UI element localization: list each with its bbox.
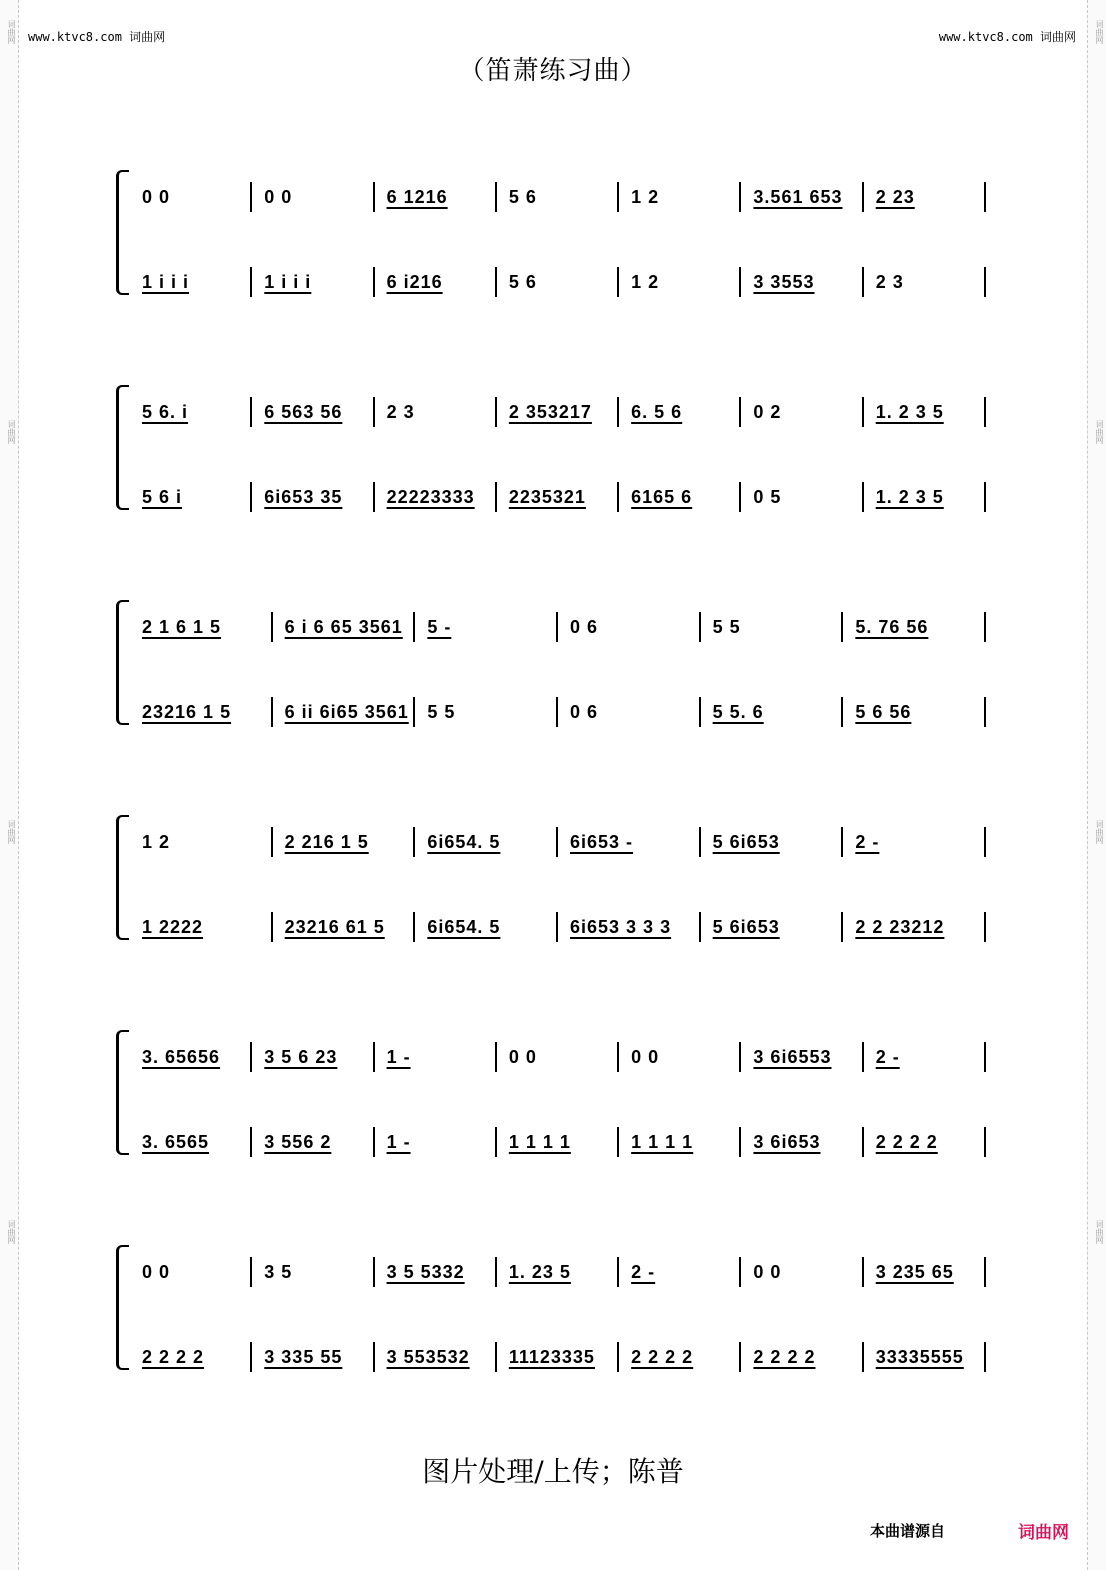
measure-notes: 3 235 65	[875, 1261, 954, 1282]
measure-notes: 2 2 2 2	[753, 1346, 816, 1367]
measure-notes: 5. 76 56	[855, 616, 929, 637]
measure-notes: 3 5 5332	[386, 1261, 465, 1282]
measure	[497, 1257, 619, 1287]
measure	[619, 182, 741, 212]
measure	[273, 912, 416, 942]
measure	[130, 1127, 252, 1157]
source-label: 本曲谱源自	[870, 1523, 946, 1540]
lower-staff	[130, 697, 986, 727]
measure-notes: 0 0	[631, 1046, 660, 1067]
measure	[273, 612, 416, 642]
measure	[375, 1042, 497, 1072]
measure-notes: 5 6	[508, 271, 537, 292]
measure	[130, 827, 273, 857]
measure-notes: 6i653 -	[570, 831, 634, 852]
measure	[252, 482, 374, 512]
measure-notes: 2 353217	[508, 401, 592, 422]
system-brace	[116, 1030, 129, 1155]
score-system	[116, 815, 986, 940]
measure	[252, 182, 374, 212]
measure-notes: 0 2	[753, 401, 782, 422]
measure	[497, 182, 619, 212]
measure-notes: 5 6i653	[712, 916, 780, 937]
measure-notes: 6i654. 5	[427, 831, 501, 852]
measure	[130, 397, 252, 427]
system-brace	[116, 170, 129, 295]
measure	[252, 1342, 374, 1372]
measure-notes: 3. 65656	[142, 1046, 221, 1067]
watermark-text: 词曲网	[1095, 420, 1104, 444]
measure-notes: 0 0	[142, 1261, 171, 1282]
watermark-text: 词曲网	[7, 820, 16, 844]
measure	[375, 1127, 497, 1157]
measure-notes: 11123335	[508, 1346, 595, 1367]
measure	[375, 397, 497, 427]
measure-notes: 5 6i653	[712, 831, 780, 852]
measure-notes: 33335555	[875, 1346, 964, 1367]
measure-notes: 6. 5 6	[631, 401, 683, 422]
measure	[741, 1042, 863, 1072]
site-url-right[interactable]: www.ktvc8.com 词曲网	[938, 30, 1076, 44]
measure-notes: 3 556 2	[264, 1131, 332, 1152]
measure-notes: 3 5 6 23	[264, 1046, 338, 1067]
site-logo[interactable]: 词曲网	[1018, 1523, 1069, 1542]
measure	[375, 1342, 497, 1372]
measure-notes: 1 -	[386, 1046, 411, 1067]
measure	[497, 1342, 619, 1372]
system-brace	[116, 600, 129, 725]
measure	[130, 182, 252, 212]
measure	[130, 912, 273, 942]
measure-notes: 3 3553	[753, 271, 815, 292]
score-system	[116, 170, 986, 295]
upper-staff	[130, 612, 986, 642]
measure	[864, 1257, 986, 1287]
measure	[375, 1257, 497, 1287]
measure	[252, 1042, 374, 1072]
upload-credit: 图片处理/上传；陈普	[422, 1455, 684, 1488]
measure	[864, 1127, 986, 1157]
site-url-left[interactable]: www.ktvc8.com 词曲网	[28, 30, 166, 44]
measure	[619, 267, 741, 297]
measure	[415, 612, 558, 642]
measure	[843, 912, 986, 942]
lower-staff	[130, 267, 986, 297]
measure	[252, 267, 374, 297]
measure	[701, 697, 844, 727]
measure-notes: 23216 61 5	[284, 916, 385, 937]
measure-notes: 22223333	[386, 486, 475, 507]
measure-notes: 2 23	[875, 186, 915, 207]
measure	[619, 1342, 741, 1372]
measure-notes: 5 6 56	[855, 701, 912, 722]
watermark-text: 词曲网	[7, 420, 16, 444]
measure	[558, 827, 701, 857]
measure	[130, 482, 252, 512]
measure	[273, 827, 416, 857]
measure	[415, 827, 558, 857]
measure-notes: 6i653 3 3 3	[570, 916, 672, 937]
measure-notes: 2 2 2 2	[631, 1346, 694, 1367]
measure	[558, 912, 701, 942]
measure	[741, 1342, 863, 1372]
measure-notes: 5 6	[508, 186, 537, 207]
measure	[864, 267, 986, 297]
upper-staff	[130, 397, 986, 427]
measure	[558, 697, 701, 727]
watermark-text: 词曲网	[7, 1220, 16, 1244]
upper-staff	[130, 182, 986, 212]
measure	[741, 182, 863, 212]
lower-staff	[130, 912, 986, 942]
measure-notes: 3 553532	[386, 1346, 470, 1367]
measure-notes: 1 2	[631, 186, 660, 207]
measure-notes: 3. 6565	[142, 1131, 210, 1152]
watermark-text: 词曲网	[1095, 20, 1104, 44]
measure	[415, 912, 558, 942]
measure-notes: 2 3	[386, 401, 415, 422]
measure-notes: 6i653 35	[264, 486, 343, 507]
measure-notes: 6 i 6 65 3561	[284, 616, 403, 637]
measure-notes: 0 0	[264, 186, 293, 207]
measure	[497, 1042, 619, 1072]
upper-staff	[130, 1042, 986, 1072]
measure-notes: 1 -	[386, 1131, 411, 1152]
upper-staff	[130, 827, 986, 857]
measure-notes: 6 i216	[386, 271, 443, 292]
upper-staff	[130, 1257, 986, 1287]
measure-notes: 5 5. 6	[712, 701, 764, 722]
measure-notes: 0 5	[753, 486, 782, 507]
measure-notes: 1 2	[142, 831, 171, 852]
measure	[619, 397, 741, 427]
system-brace	[116, 385, 129, 510]
measure-notes: 6165 6	[631, 486, 693, 507]
measure	[252, 1127, 374, 1157]
measure-notes: 3 6i653	[753, 1131, 821, 1152]
measure-notes: 1 2	[631, 271, 660, 292]
measure	[130, 1042, 252, 1072]
measure	[864, 182, 986, 212]
measure	[375, 182, 497, 212]
measure	[864, 482, 986, 512]
measure-notes: 2 -	[855, 831, 880, 852]
measure	[130, 1257, 252, 1287]
measure-notes: 0 0	[508, 1046, 537, 1067]
measure-notes: 1. 23 5	[508, 1261, 571, 1282]
measure-notes: 5 5	[712, 616, 741, 637]
measure	[741, 482, 863, 512]
measure-notes: 2 1 6 1 5	[142, 616, 222, 637]
measure-notes: 0 0	[142, 186, 171, 207]
measure	[741, 397, 863, 427]
measure-notes: 2 216 1 5	[284, 831, 369, 852]
measure-notes: 2 -	[875, 1046, 900, 1067]
measure	[415, 697, 558, 727]
watermark-text: 词曲网	[1095, 1220, 1104, 1244]
measure	[130, 612, 273, 642]
measure	[701, 612, 844, 642]
measure-notes: 1. 2 3 5	[875, 401, 944, 422]
measure-notes: 23216 1 5	[142, 701, 232, 722]
measure-notes: 3 335 55	[264, 1346, 343, 1367]
measure-notes: 5 6. i	[142, 401, 189, 422]
measure-notes: 3 5	[264, 1261, 293, 1282]
measure-notes: 6 ii 6i65 3561	[284, 701, 409, 722]
measure	[497, 397, 619, 427]
measure-notes: 5 -	[427, 616, 452, 637]
measure-notes: 2 2 2 2	[142, 1346, 205, 1367]
measure	[843, 612, 986, 642]
measure-notes: 1 2222	[142, 916, 204, 937]
measure-notes: 5 6 i	[142, 486, 183, 507]
measure	[619, 482, 741, 512]
measure	[843, 697, 986, 727]
measure-notes: 1. 2 3 5	[875, 486, 944, 507]
measure	[864, 1342, 986, 1372]
measure-notes: 2 2 23212	[855, 916, 945, 937]
lower-staff	[130, 482, 986, 512]
measure-notes: 6 1216	[386, 186, 448, 207]
measure	[130, 267, 252, 297]
measure	[252, 1257, 374, 1287]
measure	[701, 912, 844, 942]
watermark-text: 词曲网	[1095, 820, 1104, 844]
measure	[497, 267, 619, 297]
measure-notes: 5 5	[427, 701, 456, 722]
left-watermark-strip	[0, 0, 19, 1570]
score-system	[116, 600, 986, 725]
measure	[864, 1042, 986, 1072]
measure-notes: 6 563 56	[264, 401, 343, 422]
measure	[701, 827, 844, 857]
measure	[741, 267, 863, 297]
measure-notes: 2 -	[631, 1261, 656, 1282]
measure	[273, 697, 416, 727]
measure	[558, 612, 701, 642]
measure-notes: 3 6i6553	[753, 1046, 832, 1067]
measure-notes: 1 1 1 1	[631, 1131, 694, 1152]
measure-notes: 3.561 653	[753, 186, 843, 207]
measure	[497, 1127, 619, 1157]
measure	[619, 1127, 741, 1157]
measure	[741, 1257, 863, 1287]
measure-notes: 2 3	[875, 271, 904, 292]
measure	[619, 1042, 741, 1072]
measure	[375, 482, 497, 512]
system-brace	[116, 1245, 129, 1370]
measure	[375, 267, 497, 297]
measure-notes: 0 6	[570, 701, 599, 722]
measure-notes: 0 0	[753, 1261, 782, 1282]
score-system	[116, 1245, 986, 1370]
system-brace	[116, 815, 129, 940]
measure-notes: 6i654. 5	[427, 916, 501, 937]
measure-notes: 1 i i i	[264, 271, 312, 292]
measure-notes: 1 1 1 1	[508, 1131, 571, 1152]
measure	[130, 1342, 252, 1372]
measure-notes: 1 i i i	[142, 271, 190, 292]
right-watermark-strip	[1087, 0, 1106, 1570]
measure	[843, 827, 986, 857]
score-title: （笛萧练习曲）	[458, 56, 648, 86]
measure-notes: 2 2 2 2	[875, 1131, 938, 1152]
measure	[130, 697, 273, 727]
measure	[741, 1127, 863, 1157]
watermark-text: 词曲网	[7, 20, 16, 44]
score-system	[116, 385, 986, 510]
measure-notes: 2235321	[508, 486, 586, 507]
lower-staff	[130, 1342, 986, 1372]
measure-notes: 0 6	[570, 616, 599, 637]
measure	[619, 1257, 741, 1287]
score-system	[116, 1030, 986, 1155]
measure	[497, 482, 619, 512]
measure	[252, 397, 374, 427]
lower-staff	[130, 1127, 986, 1157]
measure	[864, 397, 986, 427]
